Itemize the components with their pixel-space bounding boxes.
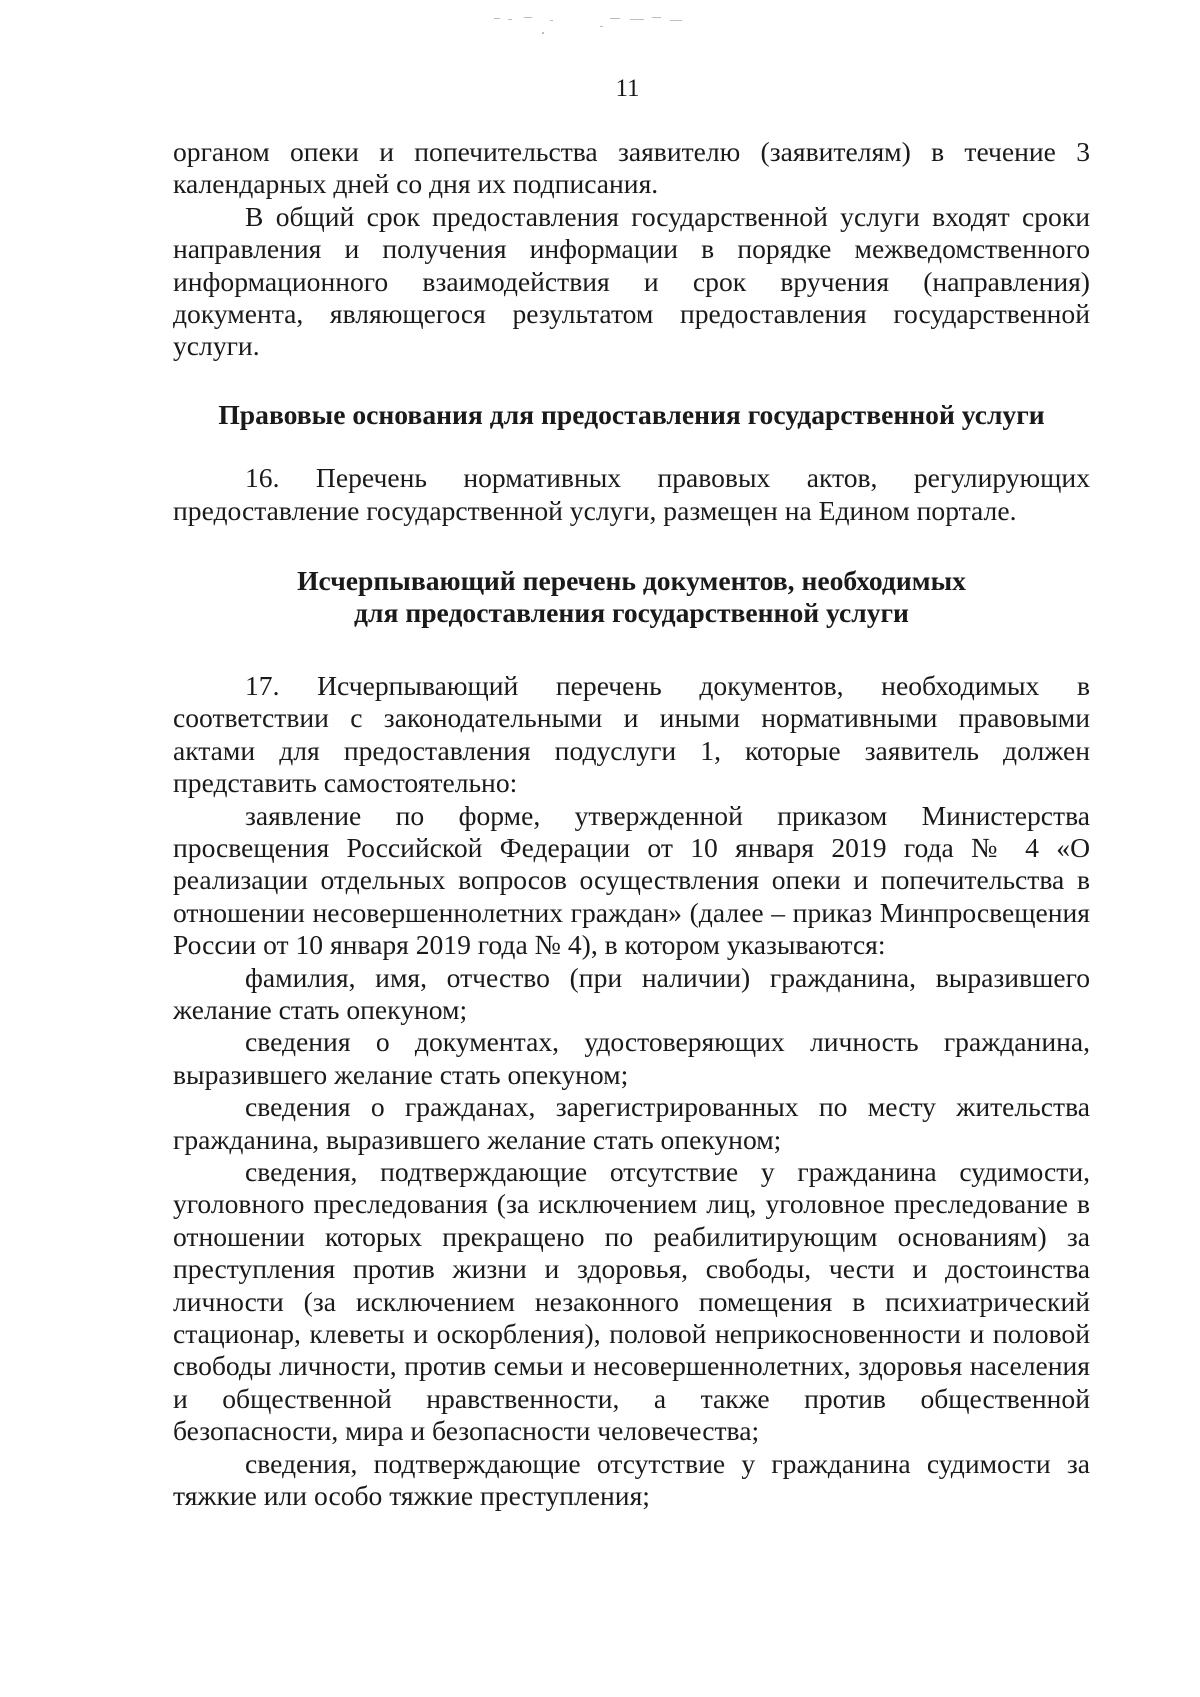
document-body: [173, 136, 1090, 1512]
paragraph-item-16: 16. Перечень нормативных правовых актов, регулирующих предоставление государственной услуги, размещен на Едином портале.: [173, 462, 1090, 526]
paragraph-continuation: органом опеки и попечительства заявителю (заявителям) в течение 3 календарных дней со дня их подписания.: [173, 136, 1090, 200]
heading-documents-list-line1: Исчерпывающий перечень документов, необходимых: [297, 565, 966, 597]
heading-documents-list-line2: для предоставления государственной услуги: [354, 597, 909, 629]
paragraph-application-form: заявление по форме, утвержденной приказом Министерства просвещения Российской Федерации от 10 января 2019 года № 4 «О реализации отдельных вопросов осуществления опеки и попечительства в отношении несовершеннолетних граждан» (далее – приказ Минпросвещения России от 10 января 2019 года № 4), в котором указываются:: [173, 799, 1090, 961]
page-number: 11: [615, 75, 640, 102]
paragraph-service-term: В общий срок предоставления государственной услуги входят сроки направления и получения информации в порядке межведомственного информационного взаимодействия и срок вручения (направления) документа, являющегося результатом предоставления государственной услуги.: [173, 200, 1090, 362]
scan-noise-marks: [490, 10, 750, 40]
heading-legal-grounds: Правовые основания для предоставления государственной услуги: [218, 398, 1045, 430]
paragraph-no-criminal-record: сведения, подтверждающие отсутствие у гражданина судимости, уголовного преследования (за исключением лиц, уголовное преследование в отношении которых прекращено по реабилитирующим основаниям) за преступления против жизни и здоровья, свободы, чести и достоинства личности (за исключением незаконного помещения в психиатрический стационар, клеветы и оскорбления), половой неприкосновенности и половой свободы личности, против семьи и несовершеннолетних, здоровья населения и общественной нравственности, а также против общественной безопасности, мира и безопасности человечества;: [173, 1155, 1090, 1447]
paragraph-full-name: фамилия, имя, отчество (при наличии) гражданина, выразившего желание стать опекуном;: [173, 961, 1090, 1025]
paragraph-no-grave-crimes: сведения, подтверждающие отсутствие у гражданина судимости за тяжкие или особо тяжкие преступления;: [173, 1447, 1090, 1512]
paragraph-registered-citizens: сведения о гражданах, зарегистрированных по месту жительства гражданина, выразившего желание стать опекуном;: [173, 1091, 1090, 1155]
paragraph-item-17: 17. Исчерпывающий перечень документов, необходимых в соответствии с законодательными и иными нормативными правовыми актами для предоставления подуслуги 1, которые заявитель должен представить самостоятельно:: [173, 669, 1090, 799]
paragraph-identity-docs: сведения о документах, удостоверяющих личность гражданина, выразившего желание стать опекуном;: [173, 1026, 1090, 1090]
